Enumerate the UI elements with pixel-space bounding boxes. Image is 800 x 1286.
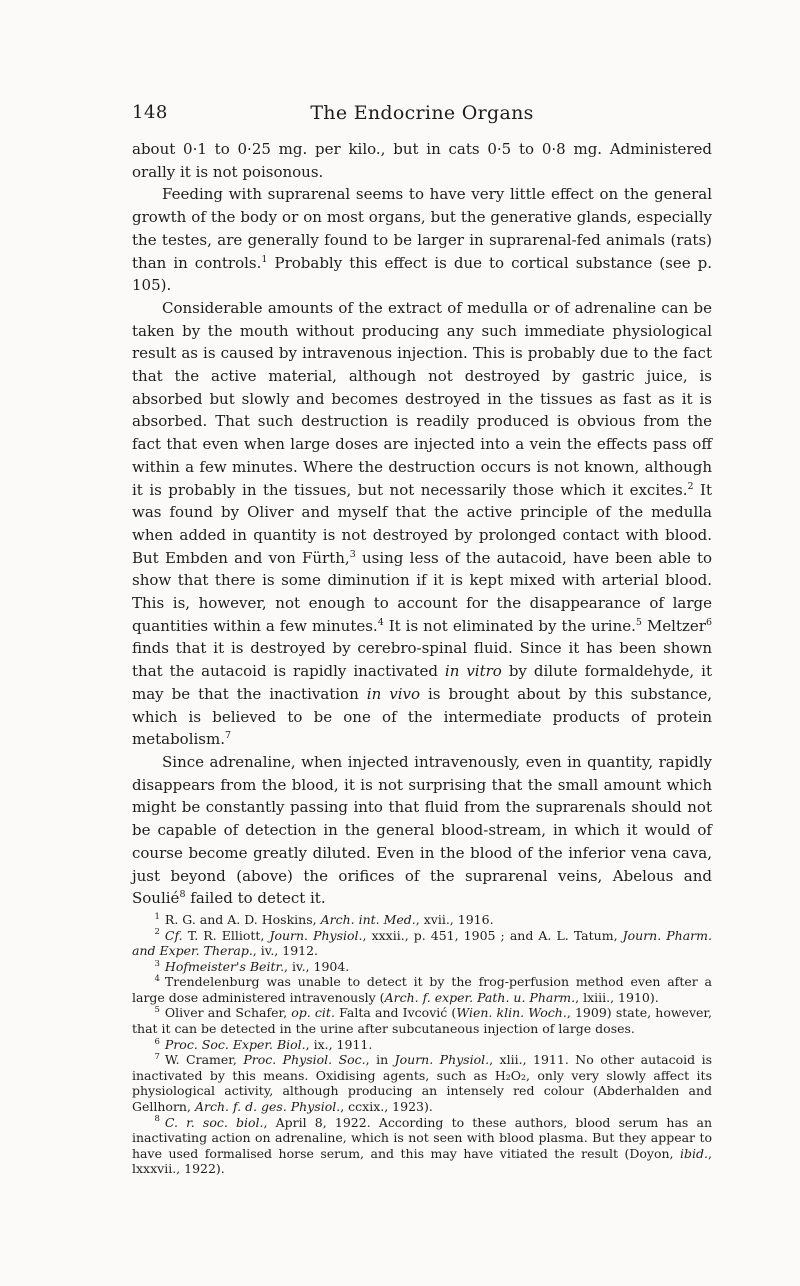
text-run: R. G. and A. D. Hoskins, xyxy=(164,911,321,927)
footnote xyxy=(132,1005,712,1036)
footnote-reference: 4 xyxy=(377,616,384,628)
text-run: , in xyxy=(365,1052,395,1068)
page-header xyxy=(132,102,712,126)
italic-text: op. cit. xyxy=(291,1005,335,1021)
page-content xyxy=(132,138,712,1177)
text-run: T. R. Elliott, xyxy=(182,927,270,943)
text-run: , April 8, 1922. According to these authors, blood serum has an inactivating action on adrenaline, which is not seen with blood plasma. But they appear to have used formalised horse serum, and this may have vitiated the result (Doyon, xyxy=(132,1114,713,1161)
text-run: It is not eliminated by the urine. xyxy=(383,616,636,635)
footnote-mark: 5 xyxy=(154,1005,160,1016)
footnote xyxy=(132,912,712,928)
footnote xyxy=(132,1052,712,1114)
footnote-reference: 5 xyxy=(635,616,642,628)
text-run: Meltzer xyxy=(641,616,706,635)
italic-text: Journ. Pharm. and Exper. Therap. xyxy=(132,927,712,959)
paragraph xyxy=(132,751,712,910)
text-run: , iv., 1904. xyxy=(284,958,350,974)
text-run: is brought about by this substance, which is believed to be one of the intermediate products of protein metabolism. xyxy=(132,684,712,749)
footnote-reference: 1 xyxy=(261,253,268,265)
text-run: , xxxii., p. 451, 1905 ; and A. L. Tatum, xyxy=(362,927,623,943)
footnote-reference: 7 xyxy=(225,730,232,742)
footnote xyxy=(132,959,712,975)
footnotes xyxy=(132,912,712,1177)
text-run: , xvii., 1916. xyxy=(415,911,494,927)
footnote-mark: 3 xyxy=(154,958,160,969)
text-run: It was found by Oliver and myself that the active principle of the medulla when added in quantity is not destroyed by prolonged contact with blood. But Embden and von Fürth, xyxy=(132,480,712,567)
footnote-reference: 2 xyxy=(687,480,694,492)
text-run: Trendelenburg was unable to detect it by the frog-perfusion method even after a large dose administered intravenously ( xyxy=(132,974,712,1005)
italic-text: Journ. Physiol. xyxy=(394,1052,490,1068)
text-run: , 1909) state, however, that it can be detected in the urine after subcutaneous injection of large doses. xyxy=(132,1005,712,1037)
body-text xyxy=(132,138,712,910)
italic-text: C. r. soc. biol. xyxy=(164,1114,264,1130)
text-run: failed to detect it. xyxy=(185,889,326,908)
italic-text: Hofmeister's Beitr. xyxy=(164,958,285,974)
text-run: W. Cramer, xyxy=(164,1052,244,1068)
footnote-mark: 1 xyxy=(154,911,160,922)
footnote xyxy=(132,928,712,959)
text-run: , xlii., 1911. No other autacoid is inactivated by this means. Oxidising agents, such as H₂O₂, only very slowly affect its physiological activity, although producing an intensely red colour (Abderhalden and Gellhorn, xyxy=(132,1052,713,1115)
footnote-reference: 3 xyxy=(349,548,356,560)
text-run: Oliver and Schafer, xyxy=(164,1005,292,1021)
italic-text: Wien. klin. Woch. xyxy=(456,1005,567,1021)
text-run: , lxxxvii., 1922). xyxy=(132,1145,712,1177)
text-run: using less of the autacoid, have been able to show that there is some diminution if it is kept mixed with arterial blood. This is, however, not enough to account for the disappearance of large quantities within a few minutes. xyxy=(132,548,713,635)
italic-text: Proc. Physiol. Soc. xyxy=(243,1052,366,1068)
paragraph xyxy=(132,138,712,183)
text-run: by dilute formaldehyde, it may be that the inactivation xyxy=(132,662,712,703)
text-run: finds that it is destroyed by cerebro-spinal fluid. Since it has been shown that the autacoid is rapidly inactivated xyxy=(132,639,712,681)
italic-text: Proc. Soc. Exper. Biol. xyxy=(164,1036,306,1052)
paragraph xyxy=(132,183,712,297)
text-run: , iv., 1912. xyxy=(252,943,319,959)
text-run: Falta and Ivcović ( xyxy=(334,1005,457,1021)
text-run: , lxiii., 1910). xyxy=(575,989,659,1005)
text-run: Probably this effect is due to cortical substance (see p. 105). xyxy=(132,253,713,295)
italic-text: Cf. xyxy=(164,927,183,943)
footnote-mark: 8 xyxy=(154,1114,160,1125)
text-run: , ix., 1911. xyxy=(305,1036,373,1052)
footnote xyxy=(132,1115,712,1177)
text-run: Feeding with suprarenal seems to have very little effect on the general growth of the body or on most organs, but the generative glands, especially the testes, are generally found to be larger in suprarenal-fed animals (rats) than in controls. xyxy=(132,185,712,272)
footnote-mark: 7 xyxy=(154,1052,160,1063)
footnote-mark: 2 xyxy=(154,927,160,938)
page-number: 148 xyxy=(132,102,168,123)
italic-text: Arch. f. d. ges. Physiol. xyxy=(194,1099,341,1115)
text-run: Considerable amounts of the extract of medulla or of adrenaline can be taken by the mouth without producing any such immediate physiological result as is caused by intravenous injection. This is probably due to the fact that the active material, although not destroyed by gastric juice, is absorbed but slowly and becomes destroyed in the tissues as fast as it is absorbed. That such destruction is readily produced is obvious from the fact that even when large doses are injected into a vein the effects pass off within a few minutes. Where the destruction occurs is not known, although it is probably in the tissues, but not necessarily those which it excites. xyxy=(132,298,712,499)
text-run: about 0·1 to 0·25 mg. per kilo., but in cats 0·5 to 0·8 mg. Administered orally it is not poisonous. xyxy=(132,140,712,181)
italic-text: Arch. int. Med. xyxy=(320,911,416,927)
italic-text: Journ. Physiol. xyxy=(269,927,363,943)
running-head: The Endocrine Organs xyxy=(310,102,534,124)
text-run: Since adrenaline, when injected intravenously, even in quantity, rapidly disappears from the blood, it is not surprising that the small amount which might be constantly passing into that fluid from the suprarenals should not be capable of detection in the general blood-stream, in which it would of course become greatly diluted. Even in the blood of the inferior vena cava, just beyond (above) the orifices of the suprarenal veins, Abelous and Soulié xyxy=(132,752,712,908)
footnote xyxy=(132,974,712,1005)
footnote-reference: 6 xyxy=(705,616,713,628)
italic-text: ibid. xyxy=(680,1145,709,1161)
italic-text: in vitro xyxy=(444,662,502,681)
footnote-reference: 8 xyxy=(179,889,186,901)
footnote xyxy=(132,1037,712,1053)
footnote-mark: 6 xyxy=(154,1036,160,1047)
italic-text: Arch. f. exper. Path. u. Pharm. xyxy=(384,989,576,1005)
text-run: , ccxix., 1923). xyxy=(340,1099,433,1115)
italic-text: in vivo xyxy=(366,684,421,703)
paragraph xyxy=(132,297,712,751)
footnote-mark: 4 xyxy=(154,974,160,985)
